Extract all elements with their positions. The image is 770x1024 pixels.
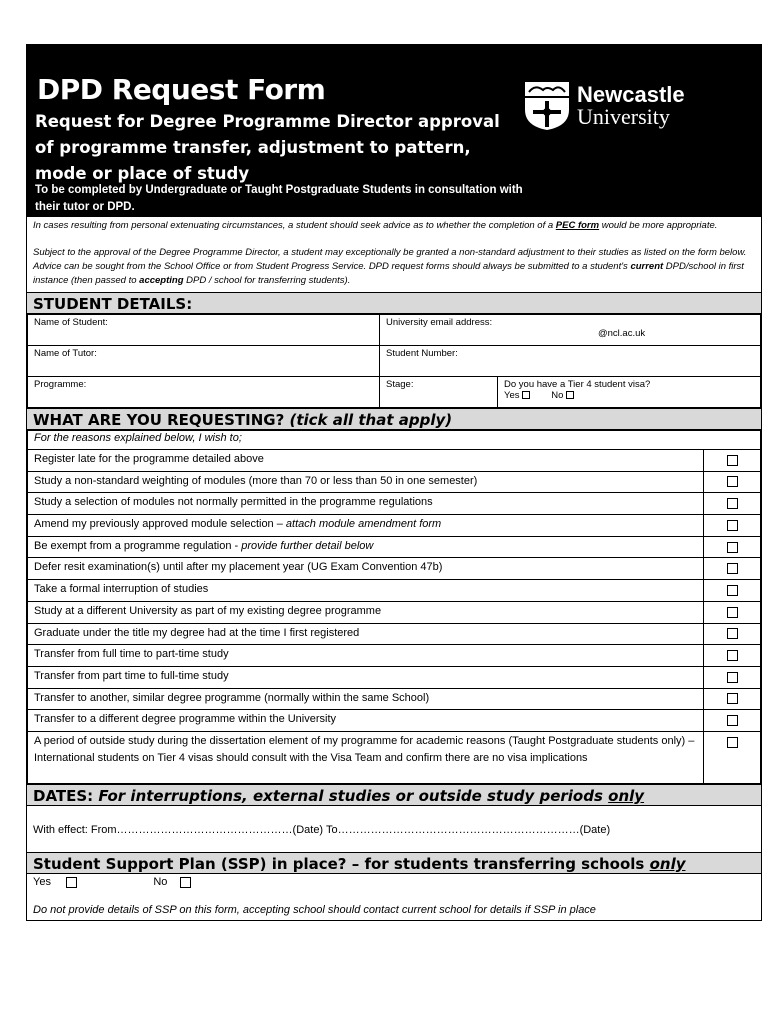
dpd-request-form <box>26 44 762 921</box>
ssp-yes-checkbox[interactable] <box>66 877 77 888</box>
newcastle-university-logo <box>521 81 721 131</box>
request-label: Transfer to another, similar degree programme (normally within the same School) <box>28 688 704 710</box>
request-label: Graduate under the title my degree had at the time I first registered <box>28 623 704 645</box>
dates-field[interactable]: With effect: From…………………………………………(Date) To…………………………………………………………(Date) <box>33 823 611 836</box>
request-label: Defer resit examination(s) until after my placement year (UG Exam Convention 47b) <box>28 558 704 580</box>
request-checkbox[interactable] <box>727 455 738 466</box>
visa-no-checkbox[interactable] <box>566 391 574 399</box>
logo-line-1: Newcastle <box>577 82 685 107</box>
logo-line-2: University <box>577 104 670 129</box>
tutor-name-field[interactable]: Name of Tutor: <box>28 346 380 377</box>
university-crest-icon <box>521 80 573 132</box>
ssp-note: Do not provide details of SSP on this form, accepting school should contact current school for details if SSP in place <box>33 903 596 916</box>
request-row <box>28 710 761 732</box>
request-row <box>28 536 761 558</box>
request-row <box>28 666 761 688</box>
requests-lead: For the reasons explained below, I wish to; <box>28 431 761 450</box>
request-checkbox[interactable] <box>727 650 738 661</box>
request-label: Study a non-standard weighting of modules (more than 70 or less than 50 in one semester) <box>28 471 704 493</box>
request-row <box>28 471 761 493</box>
request-row <box>28 515 761 537</box>
student-name-field[interactable]: Name of Student: <box>28 315 380 346</box>
request-row <box>28 688 761 710</box>
request-label: Transfer to a different degree programme within the University <box>28 710 704 732</box>
request-checkbox[interactable] <box>727 585 738 596</box>
request-checkbox[interactable] <box>727 607 738 618</box>
intro-text <box>27 217 761 292</box>
request-row <box>28 558 761 580</box>
student-details-table <box>27 314 761 408</box>
request-row <box>28 623 761 645</box>
request-row <box>28 493 761 515</box>
request-checkbox[interactable] <box>727 693 738 704</box>
request-outside-study: A period of outside study during the dissertation element of my programme for academic reasons (Taught Postgraduate students only) – International students on Tier 4 visas should consult with the Visa Team and confirm there are no visa implications <box>28 731 704 783</box>
request-checkbox[interactable] <box>727 498 738 509</box>
form-title: DPD Request Form <box>37 73 326 106</box>
programme-field[interactable]: Programme: <box>28 377 380 408</box>
request-checkbox[interactable] <box>727 563 738 574</box>
request-checkbox[interactable] <box>727 737 738 748</box>
request-row <box>28 645 761 667</box>
ssp-section: Yes No Do not provide details of SSP on this form, accepting school should contact current school for details if SSP in place <box>27 874 761 920</box>
request-label: Study a selection of modules not normally permitted in the programme regulations <box>28 493 704 515</box>
request-label: Transfer from part time to full-time study <box>28 666 704 688</box>
request-checkbox[interactable] <box>727 672 738 683</box>
request-label: Take a formal interruption of studies <box>28 580 704 602</box>
form-note: To be completed by Undergraduate or Taught Postgraduate Students in consultation with their tutor or DPD. <box>35 184 523 213</box>
request-checkbox[interactable] <box>727 542 738 553</box>
request-checkbox[interactable] <box>727 715 738 726</box>
request-label: Transfer from full time to part-time study <box>28 645 704 667</box>
ssp-heading: Student Support Plan (SSP) in place? – for students transferring schools only <box>27 852 761 874</box>
requests-table <box>27 430 761 784</box>
dates-heading: DATES: For interruptions, external studies or outside study periods only <box>27 784 761 806</box>
request-label: Be exempt from a programme regulation - provide further detail below <box>28 536 704 558</box>
request-row <box>28 580 761 602</box>
request-label: Register late for the programme detailed above <box>28 450 704 472</box>
pec-form-link[interactable]: PEC form <box>555 220 600 231</box>
request-checkbox[interactable] <box>727 628 738 639</box>
student-details-heading: STUDENT DETAILS: <box>27 292 761 314</box>
request-row <box>28 450 761 472</box>
stage-field[interactable]: Stage: <box>380 377 498 408</box>
visa-yes-checkbox[interactable] <box>522 391 530 399</box>
request-row <box>28 601 761 623</box>
visa-question: Do you have a Tier 4 student visa? Yes No <box>498 377 761 408</box>
request-checkbox[interactable] <box>727 476 738 487</box>
form-header <box>27 45 761 217</box>
form-subtitle: Request for Degree Programme Director approval of programme transfer, adjustment to pattern, mode or place of study <box>35 112 500 183</box>
student-number-field[interactable]: Student Number: <box>380 346 761 377</box>
intro-paragraph-2: Subject to the approval of the Degree Programme Director, a student may exceptionally be granted a non-standard adjustment to their studies as listed on the form below. Advice can be sought from the School Office or from Student Progress Service. DPD request forms should always be submitted to a student's current DPD/school in first instance (then passed to accepting DPD / school for transferring students). <box>33 247 747 286</box>
email-field[interactable]: University email address: @ncl.ac.uk <box>380 315 761 346</box>
requesting-heading: WHAT ARE YOU REQUESTING? (tick all that apply) <box>27 408 761 430</box>
ssp-no-checkbox[interactable] <box>180 877 191 888</box>
request-checkbox[interactable] <box>727 520 738 531</box>
request-label: Study at a different University as part of my existing degree programme <box>28 601 704 623</box>
request-label: Amend my previously approved module selection – attach module amendment form <box>28 515 704 537</box>
intro-paragraph-1: In cases resulting from personal extenuating circumstances, a student should seek advice as to whether the completion of a PEC form would be more appropriate. <box>33 220 718 231</box>
